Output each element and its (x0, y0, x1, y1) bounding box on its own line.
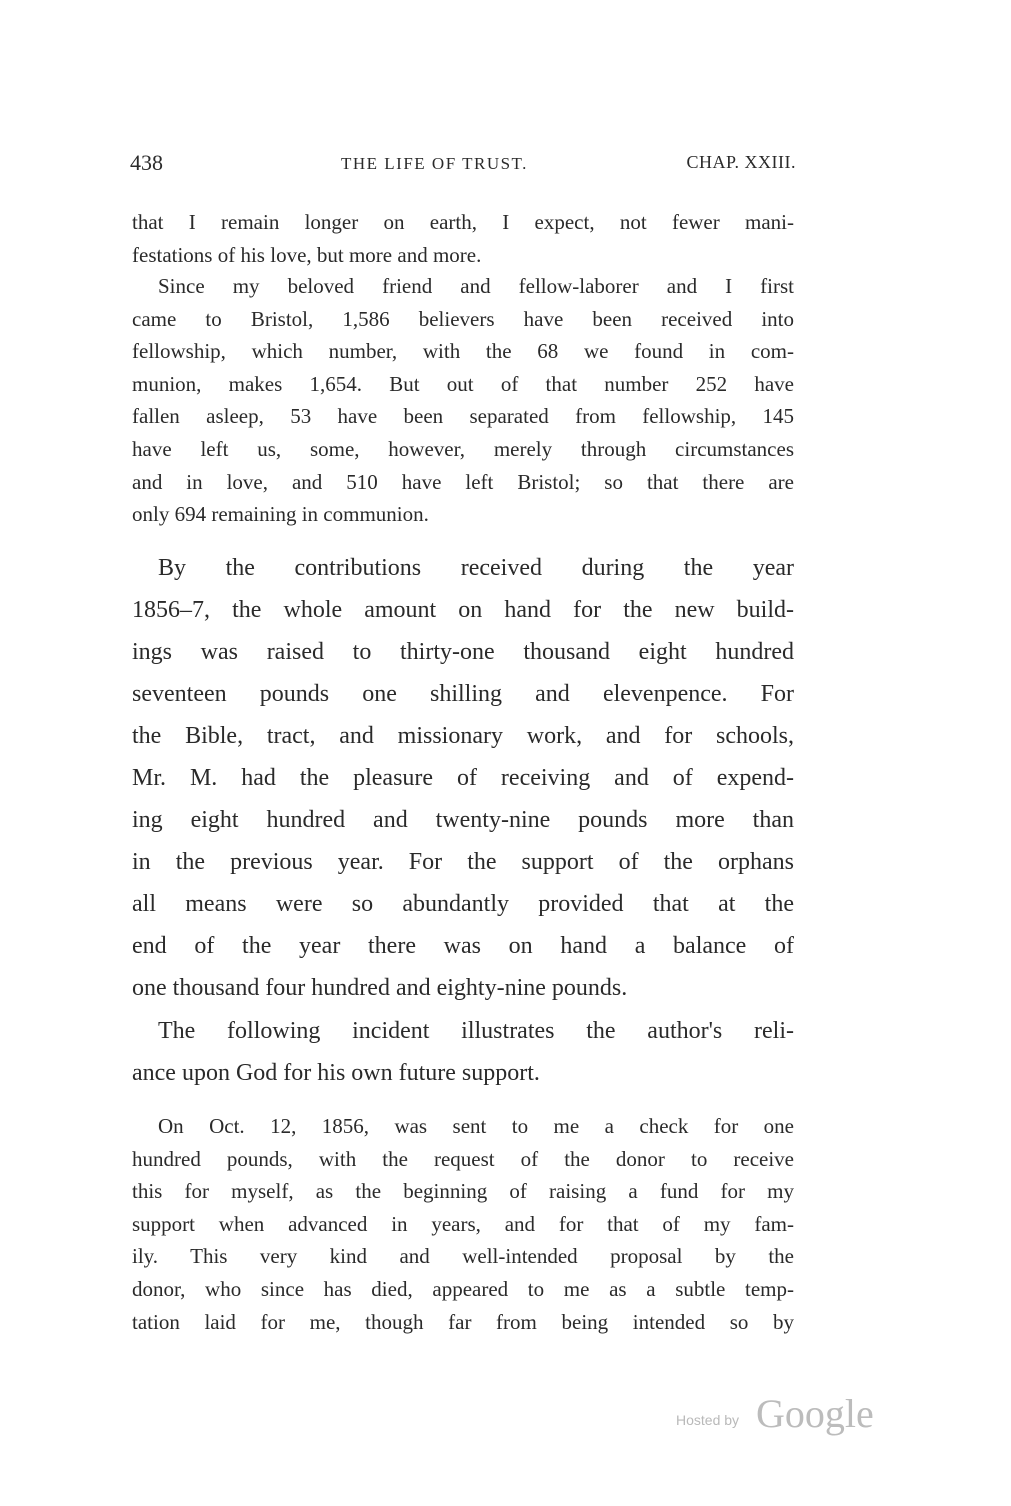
text-line: ing eight hundred and twenty-nine pounds more than (132, 807, 794, 833)
text-line: festations of his love, but more and more. (132, 242, 482, 267)
text-line: this for myself, as the beginning of raising a fund for my (132, 1179, 794, 1204)
text-line: the Bible, tract, and missionary work, and for schools, (132, 723, 794, 749)
text-line: By the contributions received during the year (158, 555, 794, 581)
running-title: THE LIFE OF TRUST. (341, 154, 528, 173)
text-line: tation laid for me, though far from being intended so by (132, 1309, 794, 1334)
text-line: The following incident illustrates the author's reli- (158, 1018, 794, 1044)
google-logo: Google (756, 1391, 874, 1436)
paragraph-incident-intro (132, 1010, 794, 1094)
text-line: and in love, and 510 have left Bristol; so that there are (132, 469, 794, 494)
text-line: support when advanced in years, and for that of my fam- (132, 1211, 794, 1236)
text-line: in the previous year. For the support of the orphans (132, 849, 794, 875)
text-line: seventeen pounds one shilling and elevenpence. For (132, 681, 794, 707)
text-line: munion, makes 1,654. But out of that number 252 have (132, 371, 794, 396)
text-line: On Oct. 12, 1856, was sent to me a check for one (158, 1114, 794, 1138)
text-line: ance upon God for his own future support. (132, 1060, 540, 1086)
text-line: ings was raised to thirty-one thousand eight hundred (132, 639, 794, 665)
text-line: hundred pounds, with the request of the donor to receive (132, 1146, 794, 1171)
text-line: Since my beloved friend and fellow-laborer and I first (158, 274, 794, 298)
text-line: one thousand four hundred and eighty-nine pounds. (132, 975, 628, 1001)
hosted-by-google-watermark (676, 1390, 886, 1440)
text-line: came to Bristol, 1,586 believers have been received into (132, 306, 794, 331)
paragraph-membership (132, 270, 794, 531)
text-line: fallen asleep, 53 have been separated from fellowship, 145 (132, 404, 794, 429)
text-line: Mr. M. had the pleasure of receiving and of expend- (132, 765, 794, 791)
text-line: only 694 remaining in communion. (132, 502, 429, 527)
text-line: ily. This very kind and well-intended proposal by the (132, 1244, 794, 1269)
text-line: 1856–7, the whole amount on hand for the new build- (132, 597, 794, 623)
text-line: all means were so abundantly provided that at the (132, 891, 794, 917)
text-line: that I remain longer on earth, I expect, not fewer mani- (132, 210, 794, 234)
text-line: fellowship, which number, with the 68 we found in com- (132, 339, 794, 364)
watermark-hosted-by: Hosted by (676, 1412, 740, 1428)
paragraph-continuation (132, 206, 794, 271)
running-head (130, 150, 796, 180)
text-line: donor, who since has died, appeared to me as a subtle temp- (132, 1276, 794, 1301)
text-line: have left us, some, however, merely through circumstances (132, 436, 794, 461)
paragraph-contributions (132, 547, 794, 1009)
chapter-label: CHAP. XXIII. (686, 152, 796, 172)
page-number: 438 (130, 150, 163, 175)
paragraph-check (132, 1110, 794, 1338)
text-line: end of the year there was on hand a balance of (132, 933, 794, 959)
